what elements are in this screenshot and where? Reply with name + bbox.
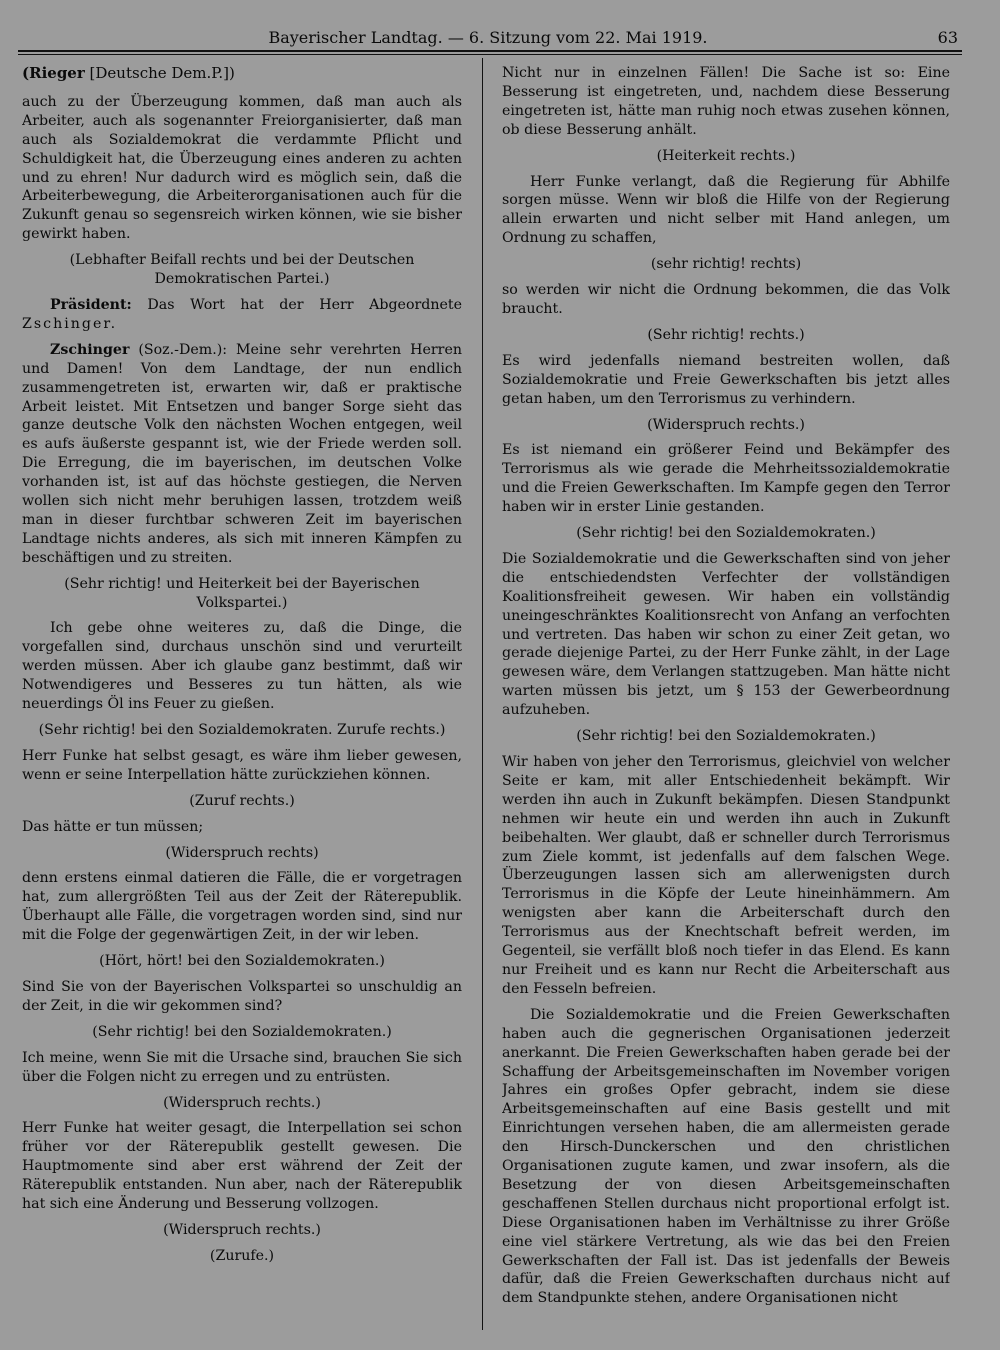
president-label: Präsident: [50,296,132,313]
page-number: 63 [937,28,958,47]
speaker-name: (Rieger [22,64,85,82]
paragraph: Herr Funke verlangt, daß die Regierung für Abhilfe sorgen müsse. Wenn wir bloß die Hilfe von der Regierung allein erwarten und nicht selber mit Hand anlegen, um Ordnung zu schaffen, [502,173,950,247]
president-text: Das Wort hat der Herr Abgeordnete [147,296,462,313]
speaker-party: [Deutsche Dem.P.] [89,64,229,82]
reaction: (Heiterkeit rechts.) [656,147,796,164]
reaction: (sehr richtig! rechts) [650,256,802,273]
header-rule-thick [18,50,962,52]
reaction: (Widerspruch rechts.) [647,416,805,433]
reaction: (Sehr richtig! rechts.) [647,326,805,343]
header-rule-thin [18,54,962,55]
paragraph: Das hätte er tun müssen; [22,818,204,835]
speech-text: Meine sehr verehrten Herren und Damen! Von dem Landtage, der nun endlich zusammengetreten ist, erwarten wir, daß er praktische Arbeit leistet. Mit Entsetzen und banger Sorge sieht das ganze deutsche Volk den nächsten Wochen entgegen, weil es aufs äußerste gespannt ist, wie der Friede werden soll. Die Erregung, die im bayerischen, im deutschen Volke vorhanden ist, ist auf das höchste gestiegen, die Nerven wollen sich nicht mehr beruhigen lassen, trotzdem weiß man in dieser furchtbar schweren Zeit im bayerischen Landtage nichts anderes, als sich mit inneren Kämpfen zu beschäftigen und zu streiten. [22,341,462,566]
reaction: (Zurufe.) [209,1247,275,1264]
left-column [22,64,462,1334]
reaction: (Widerspruch rechts) [165,844,319,861]
speaker2-name: Zschinger [50,341,130,358]
reaction: (Sehr richtig! bei den Sozialdemokraten. Zurufe rechts.) [38,722,446,738]
paragraph: Es ist niemand ein größerer Feind und Bekämpfer des Terrorismus als wie gerade die Mehrheitssozialdemokratie und die Freien Gewerkschaften. Im Kampfe gegen den Terror haben wir in erster Linie gestanden. [502,442,950,516]
paragraph: Sind Sie von der Bayerischen Volkspartei so unschuldig an der Zeit, in die wir gekommen sind? [22,978,462,1014]
right-column [502,64,950,1334]
paragraph: Die Sozialdemokratie und die Freien Gewerkschaften haben auch die gegnerischen Organisationen jederzeit anerkannt. Die Freien Gewerkschaften haben gerade bei der Schaffung der Arbeitsgemeinschaften im November vorigen Jahres ein großes Opfer gebracht, indem sie diese Arbeitsgemeinschaften auf eine Basis gestellt und mit Einrichtungen versehen haben, die am allermeisten gerade den Hirsch-Dunckerschen und den christlichen Organisationen zugute kamen, und zwar insofern, als die Besetzung der von diesen Arbeitsgemeinschaften geschaffenen Stellen durchaus nicht proportional erfolgt ist. Diese Organisationen haben im Verhältnisse zu ihrer Größe eine viel stärkere Vertretung, als wie das bei den Freien Gewerkschaften der Fall ist. Das ist jedenfalls der Beweis dafür, daß die Freien Gewerkschaften durchaus nicht auf dem Standpunkte stehen, andere Organisationen nicht [502,1006,950,1307]
reaction: (Widerspruch rechts.) [163,1221,321,1238]
column-divider [482,58,483,1330]
president-paragraph [22,296,462,334]
paragraph: Nicht nur in einzelnen Fällen! Die Sache ist so: Eine Besserung ist eingetreten, und, nachdem diese Besserung eingetreten ist, hätte man ruhig noch etwas zusehen können, ob diese Besserung anhält. [502,65,950,138]
reaction: (Sehr richtig! bei den Sozialdemokraten.) [576,525,876,542]
president-name: Zschinger. [22,315,118,332]
paragraph: Ich gebe ohne weiteres zu, daß die Dinge, die vorgefallen sind, durchaus unschön sind und verurteilt werden müssen. Aber ich glaube ganz bestimmt, daß wir Notwendigeres und Besseres zu tun hätten, als wie neuerdings Öl ins Feuer zu gießen. [22,620,462,713]
speaker2-party: (Soz.-Dem.): [138,341,228,358]
header-title: Bayerischer Landtag. — 6. Sitzung vom 22. Mai 1919. [268,28,708,47]
reaction: (Sehr richtig! bei den Sozialdemokraten.) [576,728,876,745]
paragraph: Ich meine, wenn Sie mit die Ursache sind, brauchen Sie sich über die Folgen nicht zu erregen und zu entrüsten. [22,1049,462,1085]
paragraph: auch zu der Überzeugung kommen, daß man auch als Arbeiter, auch als sogenannter Freiorganisierter, daß man auch als Sozialdemokrat die verdammte Pflicht und Schuldigkeit hat, die Überzeugung eines anderen zu achten und zu ehren! Nur dadurch wird es möglich sein, daß die Arbeiterbewegung, die Arbeiterorganisationen auch für die Zukunft genau so segensreich wirken können, wie sie bisher gewirkt haben. [22,93,462,243]
reaction: (Hört, hört! bei den Sozialdemokraten.) [99,953,385,970]
paragraph: Die Sozialdemokratie und die Gewerkschaften sind von jeher die entschiedendsten Verfechter der vollständigen Koalitionsfreiheit gewesen. Wir haben ein vollständig uneingeschränktes Koalitionsrecht von Anfang an verfochten und vertreten. Das haben wir schon zu einer Zeit getan, wo gerade diejenige Partei, zu der Herr Funke zählt, in der Lage gewesen wäre, dem Verlangen stattzugeben. Man hätte nicht warten müssen bis jetzt, um § 153 der Gewerbeordnung aufzuheben. [502,550,950,719]
paragraph: Wir haben von jeher den Terrorismus, gleichviel von welcher Seite er kam, mit aller Entschiedenheit bekämpft. Wir werden ihn auch in Zukunft bekämpfen. Diesen Standpunkt nehmen wir heute ein und werden ihn auch in Zukunft beibehalten. Wer glaubt, daß er schneller durch Terrorismus zum Ziele kommt, ist jedenfalls auf dem falschen Wege. Überzeugungen lassen sich am allerwenigsten durch Terrorismus in die Köpfe der Leute hineinhämmern. Am wenigsten aber kann die Arbeiterschaft durch den Terrorismus aus der Knechtschaft befreit werden, im Gegenteil, sie verfällt bloß noch tiefer in das Elend. Es kann nur Freiheit und es kann nur Recht die Arbeiterschaft aus den Fesseln befreien. [502,754,950,997]
reaction: (Sehr richtig! und Heiterkeit bei der Bayerischen Volkspartei.) [64,575,420,611]
reaction: (Lebhafter Beifall rechts und bei der Deutschen Demokratischen Partei.) [69,252,415,288]
reaction: (Sehr richtig! bei den Sozialdemokraten.) [92,1023,392,1040]
paragraph: Herr Funke hat selbst gesagt, es wäre ihm lieber gewesen, wenn er seine Interpellation hätte zurückziehen können. [22,747,462,783]
reaction: (Widerspruch rechts.) [163,1094,321,1111]
paragraph: Es wird jedenfalls niemand bestreiten wollen, daß Sozialdemokratie und Freie Gewerkschaften bis jetzt alles getan haben, um den Terrorismus zu verhindern. [502,352,950,407]
speaker-heading: (Rieger [Deutsche Dem.P.]) [22,64,235,82]
paragraph: so werden wir nicht die Ordnung bekommen, die das Volk braucht. [502,282,950,317]
speech-paragraph [22,341,462,568]
paragraph: denn erstens einmal datieren die Fälle, die er vorgetragen hat, zum allergrößten Teil aus der Zeit der Räterepublik. Überhaupt alle Fälle, die vorgetragen worden sind, sind nur mit die Folge der gegenwärtigen Zeit, in der wir leben. [22,870,462,944]
page-header [18,28,958,50]
reaction: (Zuruf rechts.) [189,792,295,809]
paragraph: Herr Funke hat weiter gesagt, die Interpellation sei schon früher vor der Räterepublik gestellt gewesen. Die Hauptmomente sind aber erst während der Zeit der Räterepublik entstanden. Nun aber, nach der Räterepublik hat sich eine Änderung und Besserung vollzogen. [22,1120,462,1213]
